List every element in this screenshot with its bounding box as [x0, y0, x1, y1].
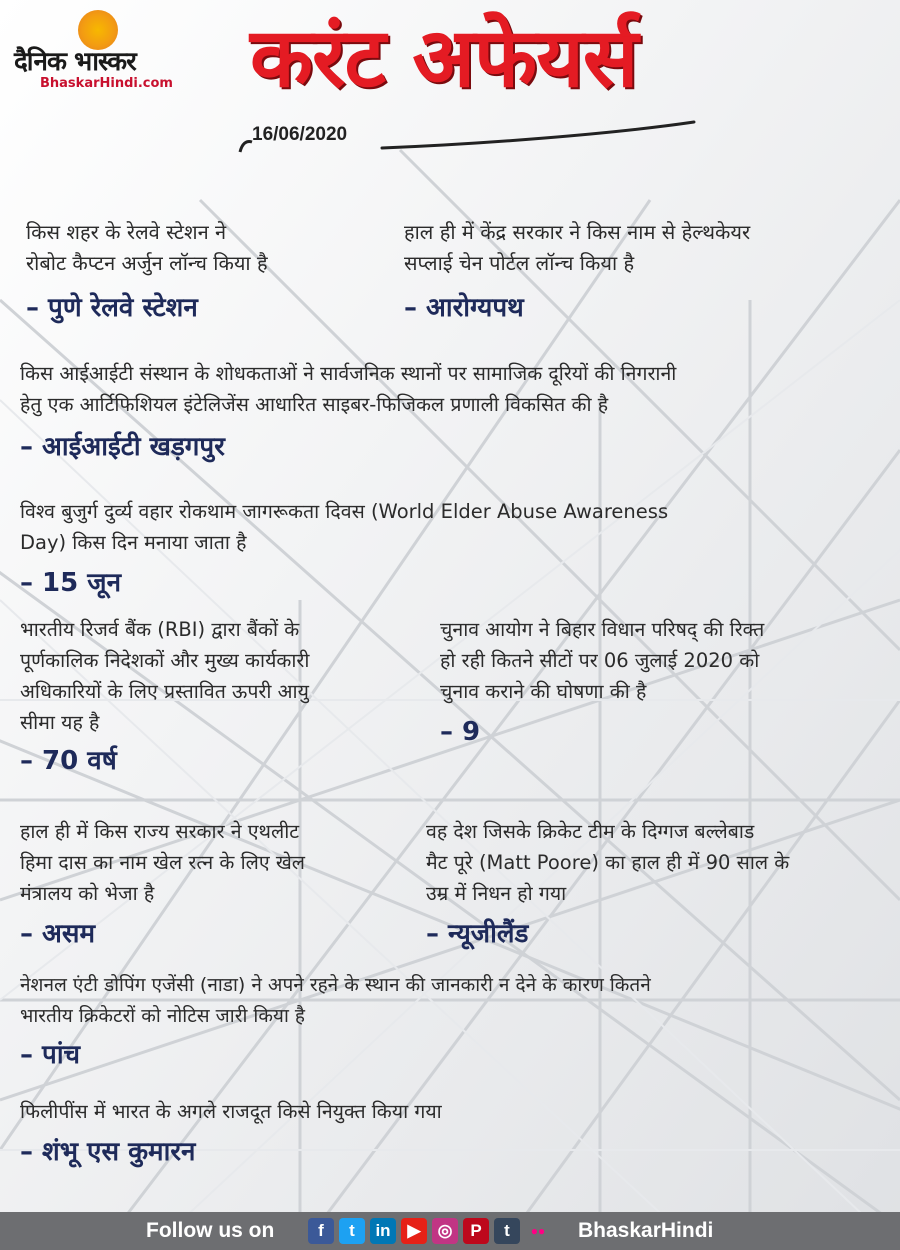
answer-text: – 9 [440, 717, 481, 747]
youtube-icon[interactable]: ▶ [401, 1218, 427, 1244]
qa-item-10 [20, 1096, 898, 1169]
qa-item-7 [20, 816, 415, 951]
brand-url: BhaskarHindi.com [40, 76, 173, 91]
question-text: चुनाव आयोग ने बिहार विधान परिषद् की रिक्त हो रही कितने सीटों पर 06 जुलाई 2020 को चुनाव कराने की घोषणा की है [440, 618, 765, 703]
qa-item-3 [20, 358, 898, 464]
page-title: करंट अफेयर्स [250, 11, 638, 106]
answer-text: – 15 जून [20, 568, 122, 598]
answer-text: – पांच [20, 1040, 81, 1070]
date-label: 16/06/2020 [252, 124, 348, 145]
answer-text: – न्यूजीलैंड [426, 919, 529, 949]
question-text: भारतीय रिजर्व बैंक (RBI) द्वारा बैंकों के पूर्णकालिक निदेशकों और मुख्य कार्यकारी अधिकारियों के लिए प्रस्तावित ऊपरी आयु सीमा यह है [20, 618, 310, 734]
facebook-icon[interactable]: f [308, 1218, 334, 1244]
qa-item-4 [20, 496, 898, 600]
answer-text: – पुणे रेलवे स्टेशन [26, 293, 198, 323]
question-text: नेशनल एंटी डोपिंग एजेंसी (नाडा) ने अपने रहने के स्थान की जानकारी न देने के कारण कितने भारतीय क्रिकेटरों को नोटिस जारी किया है [20, 974, 651, 1027]
qa-item-5 [20, 614, 415, 778]
flickr-icon[interactable]: ●● [525, 1218, 551, 1244]
question-text: किस शहर के रेलवे स्टेशन ने रोबोट कैप्टन अर्जुन लॉन्च किया है [26, 220, 268, 275]
qa-item-8 [426, 816, 896, 951]
question-text: हाल ही में केंद्र सरकार ने किस नाम से हेल्थकेयर सप्लाई चेन पोर्टल लॉन्च किया है [404, 220, 751, 275]
question-text: विश्व बुजुर्ग दुर्व्य वहार रोकथाम जागरूकता दिवस (World Elder Abuse Awareness Day) किस दिन मनाया जाता है [20, 500, 669, 554]
qa-item-2 [404, 217, 894, 325]
qa-item-6 [440, 614, 895, 749]
pinterest-icon[interactable]: P [463, 1218, 489, 1244]
footer-bar [0, 1212, 900, 1250]
twitter-icon[interactable]: t [339, 1218, 365, 1244]
answer-text: – 70 वर्ष [20, 746, 117, 776]
qa-item-1 [26, 217, 396, 325]
social-handle[interactable]: BhaskarHindi [578, 1219, 714, 1242]
tumblr-icon[interactable]: t [494, 1218, 520, 1244]
qa-item-9 [20, 970, 898, 1072]
question-text: फिलीपींस में भारत के अगले राजदूत किसे नियुक्त किया गया [20, 1100, 442, 1123]
brand-name: दैनिक भास्कर [14, 47, 136, 77]
brand-logo[interactable] [14, 42, 194, 91]
answer-text: – आईआईटी खड़गपुर [20, 432, 225, 462]
follow-us-label: Follow us on [146, 1219, 275, 1242]
question-text: वह देश जिसके क्रिकेट टीम के दिग्गज बल्लेबाड मैट पूरे (Matt Poore) का हाल ही में 90 साल के उम्र में निधन हो गया [426, 820, 790, 905]
linkedin-icon[interactable]: in [370, 1218, 396, 1244]
instagram-icon[interactable]: ◎ [432, 1218, 458, 1244]
answer-text: – असम [20, 919, 96, 949]
question-text: हाल ही में किस राज्य सरकार ने एथलीट हिमा दास का नाम खेल रत्न के लिए खेल मंत्रालय को भेजा है [20, 820, 306, 905]
question-text: किस आईआईटी संस्थान के शोधकताओं ने सार्वजनिक स्थानों पर सामाजिक दूरियों की निगरानी हेतु एक आर्टिफिशियल इंटेलिजेंस आधारित साइबर-फिजिकल प्रणाली विकसित की है [20, 362, 677, 416]
answer-text: – आरोग्यपथ [404, 293, 524, 323]
answer-text: – शंभू एस कुमारन [20, 1137, 196, 1167]
social-icons [308, 1218, 551, 1244]
